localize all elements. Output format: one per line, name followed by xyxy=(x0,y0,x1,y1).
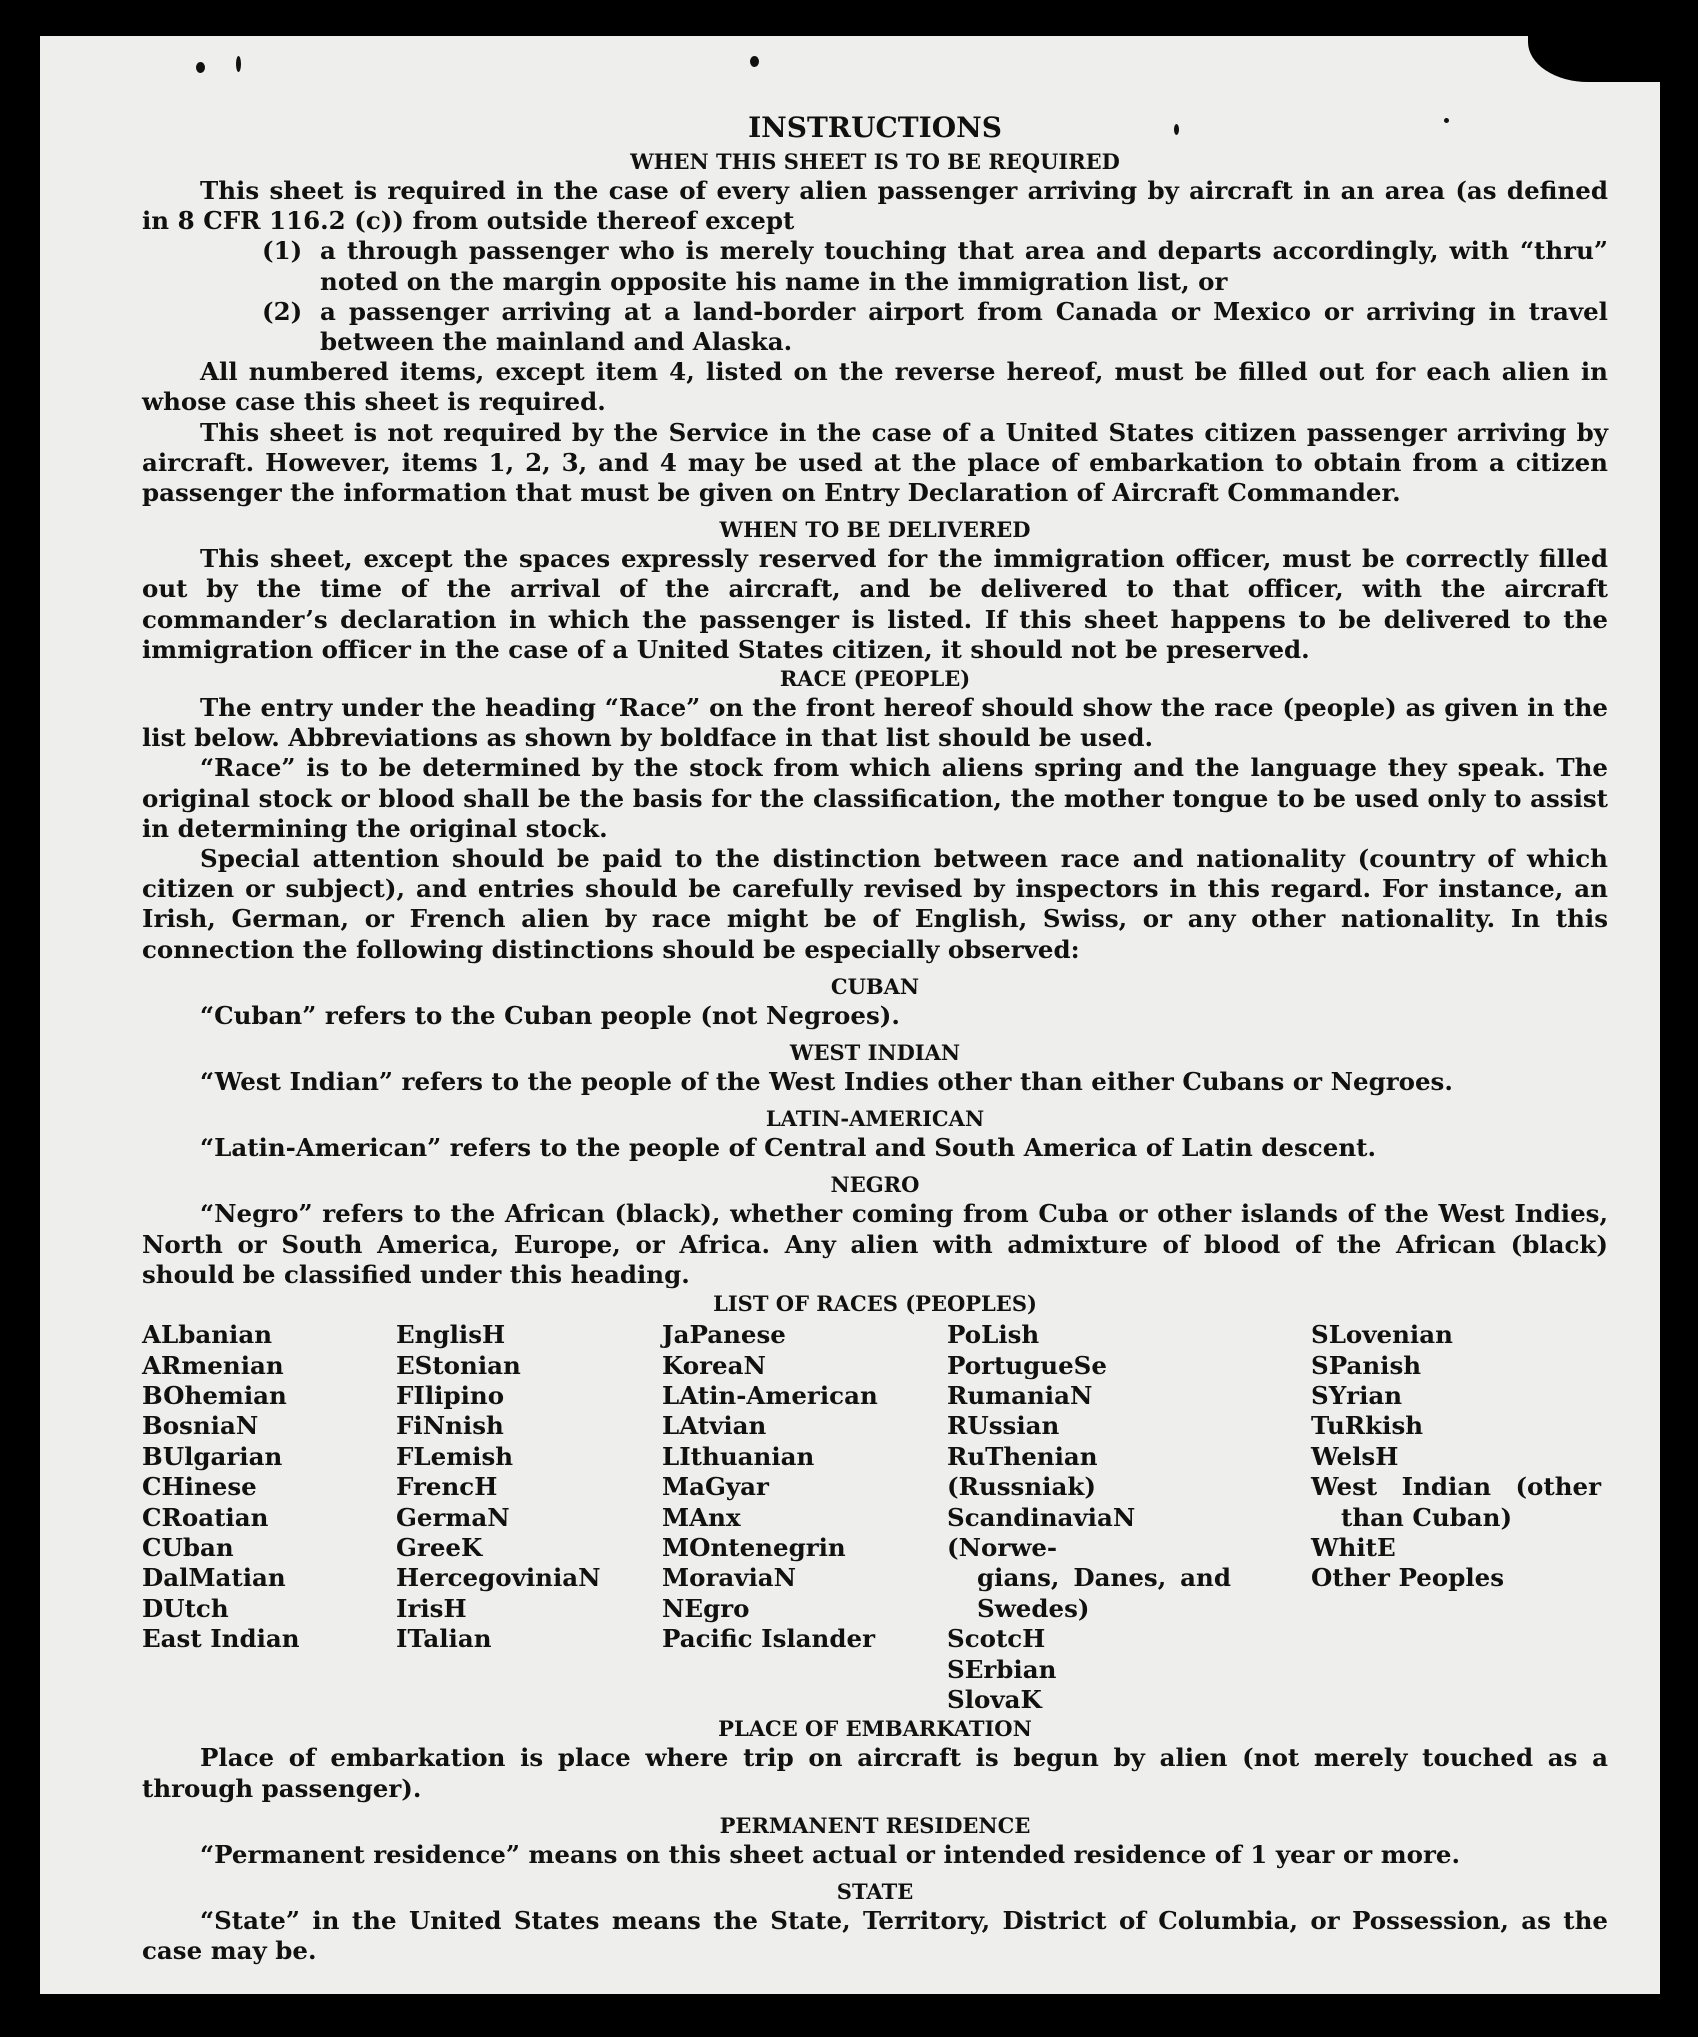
race-item: ITalian xyxy=(396,1624,492,1654)
race-item: SErbian xyxy=(947,1654,1057,1684)
race-item: SYrian xyxy=(1311,1380,1403,1410)
race-item: SLovenian xyxy=(1311,1320,1453,1350)
race-item: WhitE xyxy=(1311,1532,1396,1562)
races-column-4 xyxy=(947,1320,1311,1715)
race-item: TuRkish xyxy=(1311,1411,1424,1441)
torn-corner xyxy=(1528,36,1660,82)
race-item: GermaN xyxy=(396,1502,510,1532)
race-item: FrencH xyxy=(396,1472,498,1502)
races-column-3 xyxy=(662,1320,947,1715)
paragraph: “Negro” refers to the African (black), whether coming from Cuba or other islands of the West Indies, North or South America, Europe, or Africa. Any alien with admixture of blood of the African (black) should be classified under this heading. xyxy=(142,1199,1608,1289)
race-item: WelsH xyxy=(1311,1441,1399,1471)
race-item: East Indian xyxy=(142,1624,300,1654)
paragraph: “West Indian” refers to the people of the West Indies other than either Cubans or Negroes. xyxy=(200,1067,1453,1097)
speck xyxy=(236,56,241,72)
paragraph: Special attention should be paid to the distinction between race and nationality (country of which citizen or subject), and entries should be carefully revised by inspectors in this regard. For instance, an Irish, German, or French alien by race might be of English, Swiss, or any other nationality. In this connection the following distinctions should be especially observed: xyxy=(142,844,1608,964)
race-item: BUlgarian xyxy=(142,1441,283,1471)
document-sheet xyxy=(40,36,1660,1994)
race-item: PoLish xyxy=(947,1320,1040,1350)
section-heading-embarkation: PLACE OF EMBARKATION xyxy=(718,1716,1032,1742)
race-item: DalMatian xyxy=(142,1563,286,1593)
race-item-continued: Swedes) xyxy=(977,1593,1090,1623)
section-heading-west-indian: WEST INDIAN xyxy=(789,1040,961,1066)
paragraph: This sheet is required in the case of every alien passenger arriving by aircraft in an area (as defined in 8 CFR 116.2 (c)) from outside thereof except xyxy=(142,176,1608,236)
race-item: Other Peoples xyxy=(1311,1563,1505,1593)
race-item: BosniaN xyxy=(142,1411,259,1441)
races-column-1 xyxy=(142,1320,396,1715)
paragraph: Place of embarkation is place where trip on aircraft is begun by alien (not merely touched as a through passenger). xyxy=(142,1743,1608,1803)
race-item: LAtvian xyxy=(662,1411,767,1441)
section-heading-state: STATE xyxy=(836,1878,914,1904)
race-item: LIthuanian xyxy=(662,1441,815,1471)
race-item: SPanish xyxy=(1311,1350,1422,1380)
race-item: West Indian (other xyxy=(1311,1472,1601,1502)
race-item: MaGyar xyxy=(662,1472,769,1502)
races-list xyxy=(142,1320,1608,1715)
speck xyxy=(196,62,205,73)
race-item: LAtin-American xyxy=(662,1380,878,1410)
paragraph: “State” in the United States means the State, Territory, District of Columbia, or Possession, as the case may be. xyxy=(142,1905,1608,1966)
item-text: a passenger arriving at a land-border airport from Canada or Mexico or arriving in travel between the mainland and Alaska. xyxy=(320,296,1608,357)
race-item: CHinese xyxy=(142,1472,257,1502)
item-text: a through passenger who is merely touching that area and departs accordingly, with “thru” noted on the margin opposite his name in the immigration list, or xyxy=(320,236,1608,296)
race-item: RumaniaN xyxy=(947,1380,1093,1410)
section-heading-latin-american: LATIN-AMERICAN xyxy=(765,1106,985,1132)
race-item-continued: than Cuban) xyxy=(1341,1502,1513,1532)
race-item: ALbanian xyxy=(142,1320,273,1350)
speck xyxy=(750,56,759,67)
race-item: MOntenegrin xyxy=(662,1532,846,1562)
item-number: (2) xyxy=(262,296,303,326)
race-item: KoreaN xyxy=(662,1350,766,1380)
race-item: EnglisH xyxy=(396,1320,506,1350)
section-heading-permanent-residence: PERMANENT RESIDENCE xyxy=(719,1812,1031,1838)
race-item: JaPanese xyxy=(662,1320,786,1350)
race-item: FIlipino xyxy=(396,1380,505,1410)
paragraph: “Permanent residence” means on this sheet actual or intended residence of 1 year or more. xyxy=(200,1839,1461,1869)
section-heading-race: RACE (PEOPLE) xyxy=(779,666,971,692)
section-heading-required: WHEN THIS SHEET IS TO BE REQUIRED xyxy=(630,149,1120,174)
race-item: ScotcH xyxy=(947,1624,1046,1654)
race-item-continued: gians, Danes, and xyxy=(977,1563,1231,1593)
paragraph: This sheet is not required by the Service in the case of a United States citizen passenger arriving by aircraft. However, items 1, 2, 3, and 4 may be used at the place of embarkation to obtain from a citizen passenger the information that must be given on Entry Declaration of Aircraft Commander. xyxy=(142,417,1608,508)
section-heading-cuban: CUBAN xyxy=(830,973,920,999)
race-item: RuThenian (Russniak) xyxy=(947,1441,1098,1502)
race-item: DUtch xyxy=(142,1593,229,1623)
race-item: IrisH xyxy=(396,1593,467,1623)
race-item: MAnx xyxy=(662,1502,741,1532)
race-item: CUban xyxy=(142,1532,234,1562)
race-item: Pacific Islander xyxy=(662,1624,875,1654)
race-item: MoraviaN xyxy=(662,1563,797,1593)
races-column-2 xyxy=(396,1320,662,1715)
paragraph: “Latin-American” refers to the people of Central and South America of Latin descent. xyxy=(200,1133,1376,1163)
race-item: NEgro xyxy=(662,1593,750,1623)
paragraph: All numbered items, except item 4, listed on the reverse hereof, must be filled out for each alien in whose case this sheet is required. xyxy=(142,357,1608,417)
paragraph: This sheet, except the spaces expressly reserved for the immigration officer, must be correctly filled out by the time of the arrival of the aircraft, and be delivered to that officer, with the aircraft commander’s declaration in which the passenger is listed. If this sheet happens to be delivered to the immigration officer in the case of a United States citizen, it should not be preserved. xyxy=(142,544,1608,664)
section-heading-negro: NEGRO xyxy=(830,1172,920,1198)
item-number: (1) xyxy=(262,236,303,266)
race-item: RUssian xyxy=(947,1411,1060,1441)
race-item: EStonian xyxy=(396,1350,521,1380)
race-item: FiNnish xyxy=(396,1411,504,1441)
race-item: FLemish xyxy=(396,1441,514,1471)
race-item: BOhemian xyxy=(142,1380,287,1410)
race-item: CRoatian xyxy=(142,1502,269,1532)
enumerated-item xyxy=(142,236,1608,296)
section-heading-list-of-races: LIST OF RACES (PEOPLES) xyxy=(713,1291,1037,1317)
race-item: SlovaK xyxy=(947,1684,1042,1714)
race-item: PortugueSe xyxy=(947,1350,1107,1380)
race-item: ScandinaviaN (Norwe- xyxy=(947,1502,1136,1562)
race-item: ARmenian xyxy=(142,1350,284,1380)
races-column-5 xyxy=(1311,1320,1601,1715)
race-item: HercegoviniaN xyxy=(396,1563,601,1593)
paragraph: “Cuban” refers to the Cuban people (not Negroes). xyxy=(200,1000,900,1030)
section-heading-delivered: WHEN TO BE DELIVERED xyxy=(719,517,1031,543)
paragraph: The entry under the heading “Race” on the front hereof should show the race (people) as given in the list below. Abbreviations as shown by boldface in that list should be used. xyxy=(142,693,1608,753)
page-title: INSTRUCTIONS xyxy=(748,111,1002,144)
instructions-body xyxy=(142,110,1608,1966)
paragraph: “Race” is to be determined by the stock from which aliens spring and the language they speak. The original stock or blood shall be the basis for the classification, the mother tongue to be used only to assist in determining the original stock. xyxy=(142,753,1608,843)
race-item: GreeK xyxy=(396,1532,483,1562)
enumerated-item xyxy=(142,297,1608,357)
